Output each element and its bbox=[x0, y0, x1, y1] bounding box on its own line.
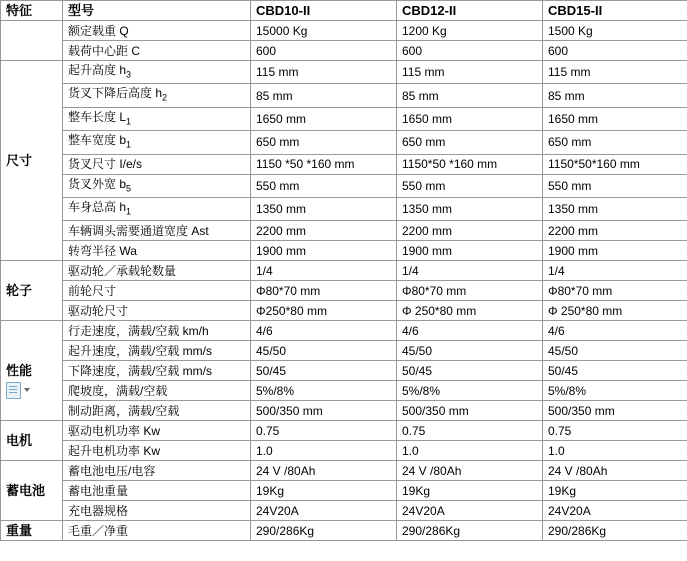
value-cell-1: 600 bbox=[251, 41, 397, 61]
table-row bbox=[1, 441, 687, 461]
value-cell-3: 0.75 bbox=[543, 421, 687, 441]
table-row bbox=[1, 261, 687, 281]
value-cell-2: 1.0 bbox=[397, 441, 543, 461]
value-cell-1: 5%/8% bbox=[251, 381, 397, 401]
param-label: 充电器规格 bbox=[63, 501, 251, 521]
param-label: 下降速度，满载/空载 mm/s bbox=[63, 361, 251, 381]
value-cell-3: 650 mm bbox=[543, 131, 687, 154]
value-cell-2: 4/6 bbox=[397, 321, 543, 341]
value-cell-1: 4/6 bbox=[251, 321, 397, 341]
value-cell-2: Φ80*70 mm bbox=[397, 281, 543, 301]
param-label: 起升速度，满载/空载 mm/s bbox=[63, 341, 251, 361]
value-cell-2: 600 bbox=[397, 41, 543, 61]
table-row bbox=[1, 461, 687, 481]
value-cell-1: 290/286Kg bbox=[251, 521, 397, 541]
param-label: 转弯半径 Wa bbox=[63, 241, 251, 261]
value-cell-3: 1350 mm bbox=[543, 197, 687, 220]
value-cell-2: 45/50 bbox=[397, 341, 543, 361]
value-cell-1: 45/50 bbox=[251, 341, 397, 361]
value-cell-3: 1.0 bbox=[543, 441, 687, 461]
value-cell-3: Φ 250*80 mm bbox=[543, 301, 687, 321]
value-cell-3: 24 V /80Ah bbox=[543, 461, 687, 481]
header-model-3: CBD15-II bbox=[543, 1, 687, 21]
table-row bbox=[1, 21, 687, 41]
value-cell-1: 1650 mm bbox=[251, 107, 397, 130]
group-label-0 bbox=[1, 21, 63, 61]
table-row bbox=[1, 301, 687, 321]
value-cell-2: 650 mm bbox=[397, 131, 543, 154]
param-label: 驱动电机功率 Kw bbox=[63, 421, 251, 441]
param-label: 车身总高 $h_1$ bbox=[63, 197, 251, 220]
param-label: 毛重／净重 bbox=[63, 521, 251, 541]
param-label: 起升高度 $h_3$ bbox=[63, 61, 251, 84]
value-cell-2: 0.75 bbox=[397, 421, 543, 441]
value-cell-1: Φ250*80 mm bbox=[251, 301, 397, 321]
header-model-1: CBD10-II bbox=[251, 1, 397, 21]
value-cell-1: 24V20A bbox=[251, 501, 397, 521]
header-feature: 特征 bbox=[1, 1, 63, 21]
header-model-2: CBD12-II bbox=[397, 1, 543, 21]
value-cell-3: 1900 mm bbox=[543, 241, 687, 261]
value-cell-3: 550 mm bbox=[543, 174, 687, 197]
value-cell-3: 500/350 mm bbox=[543, 401, 687, 421]
param-label: 起升电机功率 Kw bbox=[63, 441, 251, 461]
param-label: 整车长度 $L_1$ bbox=[63, 107, 251, 130]
value-cell-1: 24 V /80Ah bbox=[251, 461, 397, 481]
param-label: 货叉尺寸 I/e/s bbox=[63, 154, 251, 174]
value-cell-3: 50/45 bbox=[543, 361, 687, 381]
table-row bbox=[1, 174, 687, 197]
value-cell-1: 19Kg bbox=[251, 481, 397, 501]
floating-image-placeholder[interactable] bbox=[6, 382, 32, 398]
value-cell-2: 85 mm bbox=[397, 84, 543, 107]
table-row bbox=[1, 197, 687, 220]
value-cell-3: 2200 mm bbox=[543, 221, 687, 241]
value-cell-2: 50/45 bbox=[397, 361, 543, 381]
value-cell-1: 85 mm bbox=[251, 84, 397, 107]
value-cell-2: 5%/8% bbox=[397, 381, 543, 401]
value-cell-3: 600 bbox=[543, 41, 687, 61]
value-cell-3: 4/6 bbox=[543, 321, 687, 341]
param-label: 制动距离，满载/空载 bbox=[63, 401, 251, 421]
group-label-4: 电机 bbox=[1, 421, 63, 461]
group-label-1: 尺寸 bbox=[1, 61, 63, 261]
value-cell-2: 24V20A bbox=[397, 501, 543, 521]
table-row bbox=[1, 154, 687, 174]
value-cell-1: 2200 mm bbox=[251, 221, 397, 241]
table-header-row bbox=[1, 1, 687, 21]
table-row bbox=[1, 401, 687, 421]
value-cell-2: 290/286Kg bbox=[397, 521, 543, 541]
group-label-2: 轮子 bbox=[1, 261, 63, 321]
table-row bbox=[1, 84, 687, 107]
param-label: 车辆调头需要通道宽度 Ast bbox=[63, 221, 251, 241]
param-label: 货叉外宽 $b_5$ bbox=[63, 174, 251, 197]
param-label: 蓄电池电压/电容 bbox=[63, 461, 251, 481]
value-cell-3: 5%/8% bbox=[543, 381, 687, 401]
chevron-down-icon[interactable] bbox=[24, 388, 30, 392]
param-label: 行走速度，满载/空载 km/h bbox=[63, 321, 251, 341]
table-row bbox=[1, 41, 687, 61]
table-row bbox=[1, 131, 687, 154]
table-row bbox=[1, 381, 687, 401]
param-label: 货叉下降后高度 $h_2$ bbox=[63, 84, 251, 107]
value-cell-2: 19Kg bbox=[397, 481, 543, 501]
value-cell-3: 19Kg bbox=[543, 481, 687, 501]
param-label: 前轮尺寸 bbox=[63, 281, 251, 301]
value-cell-2: 550 mm bbox=[397, 174, 543, 197]
value-cell-1: 550 mm bbox=[251, 174, 397, 197]
value-cell-2: 1/4 bbox=[397, 261, 543, 281]
value-cell-3: 115 mm bbox=[543, 61, 687, 84]
value-cell-1: 115 mm bbox=[251, 61, 397, 84]
value-cell-1: 500/350 mm bbox=[251, 401, 397, 421]
value-cell-2: 24 V /80Ah bbox=[397, 461, 543, 481]
value-cell-1: 50/45 bbox=[251, 361, 397, 381]
table-row bbox=[1, 321, 687, 341]
param-label: 蓄电池重量 bbox=[63, 481, 251, 501]
table-row bbox=[1, 61, 687, 84]
header-model-label: 型号 bbox=[63, 1, 251, 21]
table-row bbox=[1, 281, 687, 301]
group-label-6: 重量 bbox=[1, 521, 63, 541]
value-cell-1: 1900 mm bbox=[251, 241, 397, 261]
value-cell-3: 1650 mm bbox=[543, 107, 687, 130]
param-label: 爬坡度，满载/空载 bbox=[63, 381, 251, 401]
value-cell-3: 1150*50*160 mm bbox=[543, 154, 687, 174]
value-cell-1: 1350 mm bbox=[251, 197, 397, 220]
value-cell-2: 1150*50 *160 mm bbox=[397, 154, 543, 174]
value-cell-3: 290/286Kg bbox=[543, 521, 687, 541]
table-row bbox=[1, 421, 687, 441]
value-cell-1: 1/4 bbox=[251, 261, 397, 281]
param-label: 驱动轮／承载轮数量 bbox=[63, 261, 251, 281]
value-cell-3: 85 mm bbox=[543, 84, 687, 107]
value-cell-2: 1650 mm bbox=[397, 107, 543, 130]
value-cell-2: 500/350 mm bbox=[397, 401, 543, 421]
value-cell-3: 1/4 bbox=[543, 261, 687, 281]
value-cell-3: Φ80*70 mm bbox=[543, 281, 687, 301]
value-cell-2: 1900 mm bbox=[397, 241, 543, 261]
table-row bbox=[1, 107, 687, 130]
value-cell-1: 1150 *50 *160 mm bbox=[251, 154, 397, 174]
group-label-5: 蓄电池 bbox=[1, 461, 63, 521]
table-row bbox=[1, 521, 687, 541]
value-cell-2: 1200 Kg bbox=[397, 21, 543, 41]
param-label: 载荷中心距 C bbox=[63, 41, 251, 61]
value-cell-1: 650 mm bbox=[251, 131, 397, 154]
value-cell-2: 115 mm bbox=[397, 61, 543, 84]
group-label-3: 性能 bbox=[1, 321, 63, 421]
document-icon bbox=[6, 382, 21, 399]
param-label: 驱动轮尺寸 bbox=[63, 301, 251, 321]
value-cell-1: 15000 Kg bbox=[251, 21, 397, 41]
value-cell-1: 1.0 bbox=[251, 441, 397, 461]
table-row bbox=[1, 341, 687, 361]
table-row bbox=[1, 501, 687, 521]
value-cell-3: 1500 Kg bbox=[543, 21, 687, 41]
value-cell-2: 2200 mm bbox=[397, 221, 543, 241]
table-row bbox=[1, 481, 687, 501]
value-cell-3: 24V20A bbox=[543, 501, 687, 521]
table-row bbox=[1, 361, 687, 381]
value-cell-2: Φ 250*80 mm bbox=[397, 301, 543, 321]
table-row bbox=[1, 241, 687, 261]
param-label: 额定载重 Q bbox=[63, 21, 251, 41]
value-cell-3: 45/50 bbox=[543, 341, 687, 361]
value-cell-2: 1350 mm bbox=[397, 197, 543, 220]
value-cell-1: Φ80*70 mm bbox=[251, 281, 397, 301]
table-row bbox=[1, 221, 687, 241]
param-label: 整车宽度 $b_1$ bbox=[63, 131, 251, 154]
value-cell-1: 0.75 bbox=[251, 421, 397, 441]
